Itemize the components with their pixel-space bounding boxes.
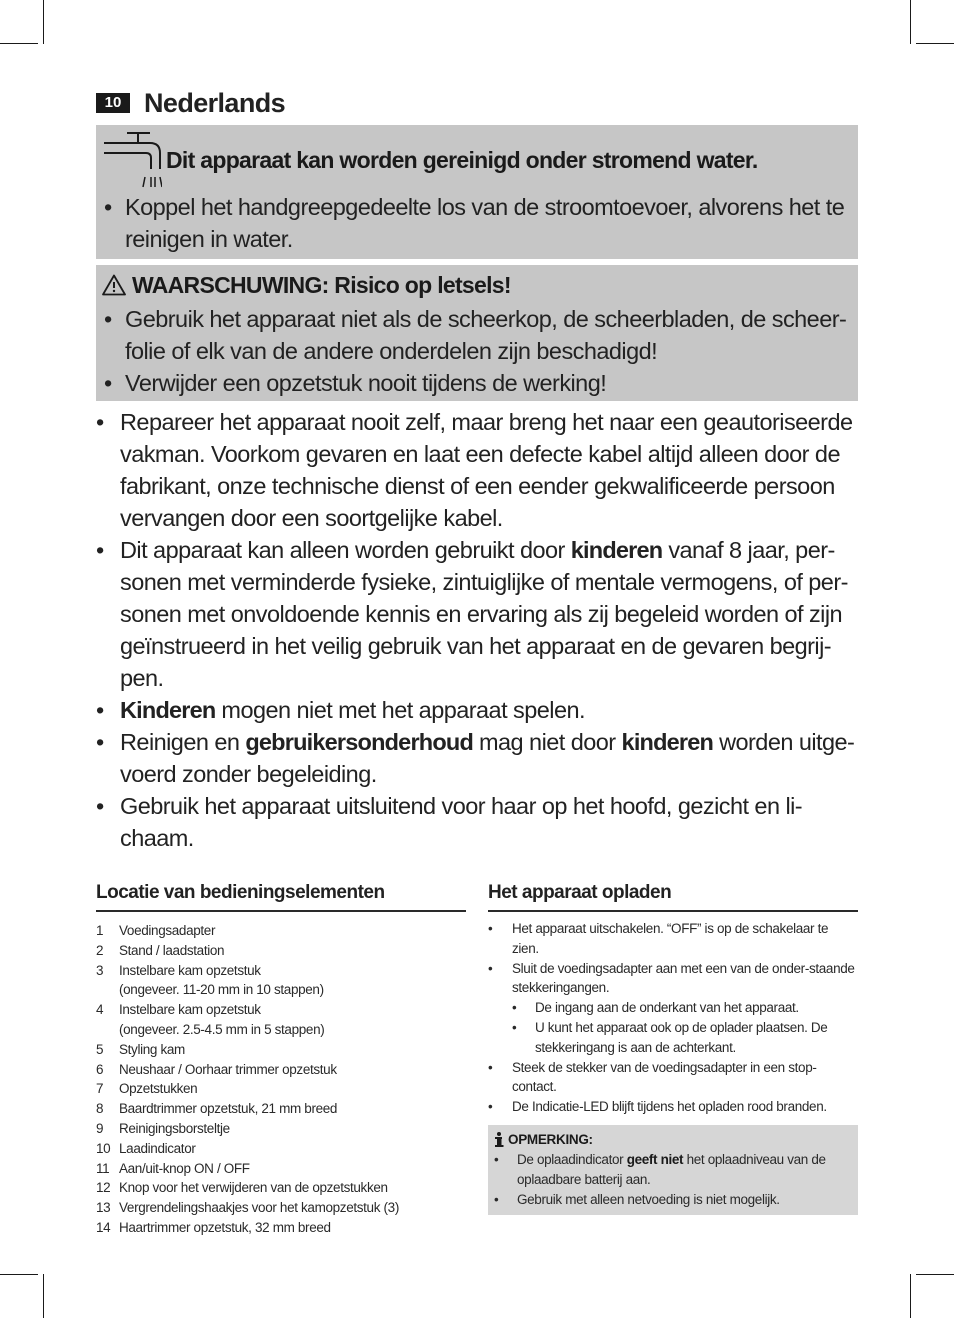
crop-mark (0, 43, 38, 44)
list-item: 2 Stand / laadstation (96, 942, 225, 958)
list-item: • Gebruik met alleen netvoeding is niet mogelijk. (494, 1191, 780, 1207)
list-item: 3 Instelbare kam opzetstuk (96, 962, 261, 978)
list-item: 1 Voedingsadapter (96, 923, 216, 938)
charging-title: Het apparaat opladen (488, 881, 858, 912)
list-item: • De ingang aan de onderkant van het apparaat. (512, 1000, 799, 1016)
list-item: • Gebruik het apparaat uitsluitend voor haar op het hoofd, gezicht en li-chaam. (96, 793, 803, 851)
water-box-list (104, 191, 854, 255)
list-item: 10 Laadindicator (96, 1140, 196, 1156)
warning-title: WAARSCHUWING: Risico op letsels! (132, 271, 511, 298)
page-header (96, 86, 285, 120)
parts-list (96, 921, 466, 1238)
crop-mark (910, 0, 911, 44)
charging-steps (488, 919, 858, 1117)
crop-mark (43, 0, 44, 44)
list-item: 6 Neushaar / Oorhaar trimmer opzetstuk (96, 1061, 337, 1077)
note-title-row (494, 1129, 852, 1150)
list-item: • Gebruik het apparaat niet als de scheerkop, de scheerbladen, de scheer-folie of elk van de andere onderdelen zijn beschadigd! (104, 306, 847, 364)
list-item: 11 Aan/uit-knop ON / OFF (96, 1160, 250, 1176)
crop-mark (916, 43, 954, 44)
list-item: (ongeveer. 11-20 mm in 10 stappen) (119, 982, 324, 998)
controls-section (96, 881, 466, 1238)
list-item: • Repareer het apparaat nooit zelf, maar breng het naar een geautoriseerde vakman. Voorkom gevaren en laat een defecte kabel altijd alleen door de fabrikant, onze technische dienst of een eender gekwalificeerde persoon vervangen door een soortgelijke kabel. (96, 409, 853, 531)
list-item: • Het apparaat uitschakelen. “OFF” is op de schakelaar te zien. (488, 921, 829, 956)
language-title: Nederlands (144, 87, 286, 118)
crop-mark (43, 1274, 44, 1318)
list-item: • U kunt het apparaat ook op de oplader plaatsen. De stekkeringang is aan de achterkant. (512, 1019, 828, 1055)
warning-list (104, 303, 854, 399)
charging-section (488, 881, 858, 1215)
list-item: 7 Opzetstukken (96, 1081, 198, 1097)
list-item: • Koppel het handgreepgedeelte los van de stroomtoevoer, alvorens het te reinigen in water. (104, 194, 845, 252)
safety-list (96, 406, 860, 854)
list-item: • De Indicatie-LED blijft tijdens het opladen rood branden. (488, 1099, 827, 1115)
warning-title-row (102, 269, 511, 301)
list-item: 5 Styling kam (96, 1041, 185, 1057)
water-box-title: Dit apparaat kan worden gereinigd onder stromend water. (166, 147, 758, 173)
note-list (494, 1150, 852, 1209)
list-item: (ongeveer. 2.5-4.5 mm in 5 stappen) (119, 1021, 325, 1037)
list-item: 14 Haartrimmer opzetstuk, 32 mm breed (96, 1219, 331, 1235)
water-tap-icon (102, 129, 162, 193)
water-cleaning-box (96, 125, 858, 259)
list-item: • Dit apparaat kan alleen worden gebruikt door kinderen vanaf 8 jaar, per-sonen met verminderde fysieke, zintuiglijke of mentale vermogens, of per-sonen met onvoldoende kennis en ervaring als zij begeleid worden of zijn geïnstrueerd in het veilig gebruik van het apparaat en de gevaren begrij-pen. (96, 537, 848, 691)
list-item: 12 Knop voor het verwijderen van de opzetstukken (96, 1180, 388, 1196)
page-number: 10 (96, 93, 130, 113)
list-item: 9 Reinigingsborsteltje (96, 1120, 230, 1136)
controls-title: Locatie van bedieningselementen (96, 881, 466, 912)
note-title: OPMERKING: (508, 1131, 593, 1147)
crop-mark (916, 1274, 954, 1275)
list-item: 4 Instelbare kam opzetstuk (96, 1002, 261, 1018)
crop-mark (910, 1274, 911, 1318)
sub-list (512, 998, 858, 1057)
warning-triangle-icon (102, 274, 126, 296)
list-item: • Verwijder een opzetstuk nooit tijdens de werking! (104, 370, 607, 396)
list-item: 8 Baardtrimmer opzetstuk, 21 mm breed (96, 1101, 338, 1117)
list-item: • Kinderen mogen niet met het apparaat spelen. (96, 697, 585, 723)
list-item: 13 Vergrendelingshaakjes voor het kamopzetstuk (3) (96, 1200, 399, 1216)
list-item: • Sluit de voedingsadapter aan met een van de onder-staande stekkeringangen. • De ingang aan de onderkant van het apparaat. • U kunt het apparaat ook op de oplader plaatsen. De stekkeringang is aan de achterkant. (488, 959, 858, 1058)
crop-mark (0, 1274, 38, 1275)
note-box (488, 1125, 858, 1215)
info-icon (494, 1132, 504, 1147)
warning-box (96, 265, 858, 401)
list-item: • Steek de stekker van de voedingsadapter in een stop-contact. (488, 1059, 817, 1095)
list-item: • De oplaadindicator geeft niet het oplaadniveau van de oplaadbare batterij aan. (494, 1151, 826, 1187)
list-item: • Reinigen en gebruikersonderhoud mag niet door kinderen worden uitge-voerd zonder begeleiding. (96, 729, 855, 787)
